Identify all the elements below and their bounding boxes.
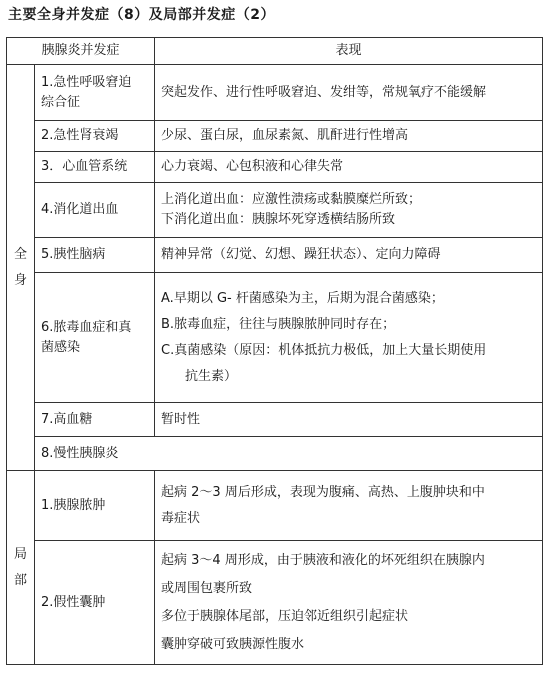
complication-description: 突起发作、进行性呼吸窘迫、发绀等，常规氧疗不能缓解 — [155, 65, 543, 121]
table-row — [7, 471, 543, 541]
complication-name: 7.高血糖 — [35, 403, 155, 437]
page-title: 主要全身并发症（8）及局部并发症（2） — [8, 7, 275, 23]
table-row — [7, 541, 543, 665]
table-row — [7, 65, 543, 121]
complication-name: 8.慢性胰腺炎 — [35, 437, 543, 471]
complication-name: 1.胰腺脓肿 — [35, 471, 155, 541]
complication-description: 起病 3～4 周形成，由于胰液和液化的坏死组织在胰腺内 或周围包裹所致 多位于胰腺体尾部，压迫邻近组织引起症状 囊肿穿破可致胰源性腹水 — [155, 541, 543, 665]
complication-description: 精神异常（幻觉、幻想、躁狂状态）、定向力障碍 — [155, 238, 543, 273]
complication-description: 暂时性 — [155, 403, 543, 437]
complication-name: 5.胰性脑病 — [35, 238, 155, 273]
table-row — [7, 437, 543, 471]
complication-description: 少尿、蛋白尿，血尿素氮、肌酐进行性增高 — [155, 121, 543, 152]
table-row — [7, 183, 543, 238]
table-row — [7, 403, 543, 437]
table-row — [7, 238, 543, 273]
group-label-local: 局 部 — [7, 471, 35, 665]
complication-name: 2.假性囊肿 — [35, 541, 155, 665]
table-header-row — [7, 38, 543, 65]
complication-description: 上消化道出血：应激性溃疡或黏膜糜烂所致； 下消化道出血：胰腺坏死穿透横结肠所致 — [155, 183, 543, 238]
complication-name: 4.消化道出血 — [35, 183, 155, 238]
complication-description: 起病 2～3 周后形成，表现为腹痛、高热、上腹肿块和中 毒症状 — [155, 471, 543, 541]
complication-name: 3．心血管系统 — [35, 152, 155, 183]
complication-description: 心力衰竭、心包积液和心律失常 — [155, 152, 543, 183]
complication-name: 6.脓毒血症和真 菌感染 — [35, 273, 155, 403]
complications-table — [6, 37, 543, 665]
table-row — [7, 152, 543, 183]
table-row — [7, 273, 543, 403]
complication-description: A.早期以 G- 杆菌感染为主，后期为混合菌感染； B.脓毒血症，往往与胰腺脓肿同时存在； C.真菌感染（原因：机体抵抗力极低，加上大量长期使用 抗生素） — [155, 273, 543, 403]
header-manifestation: 表现 — [155, 38, 543, 65]
header-complication: 胰腺炎并发症 — [7, 38, 155, 65]
complication-name: 2.急性肾衰竭 — [35, 121, 155, 152]
group-label-systemic: 全 身 — [7, 65, 35, 471]
table-row — [7, 121, 543, 152]
complication-name: 1.急性呼吸窘迫 综合征 — [35, 65, 155, 121]
